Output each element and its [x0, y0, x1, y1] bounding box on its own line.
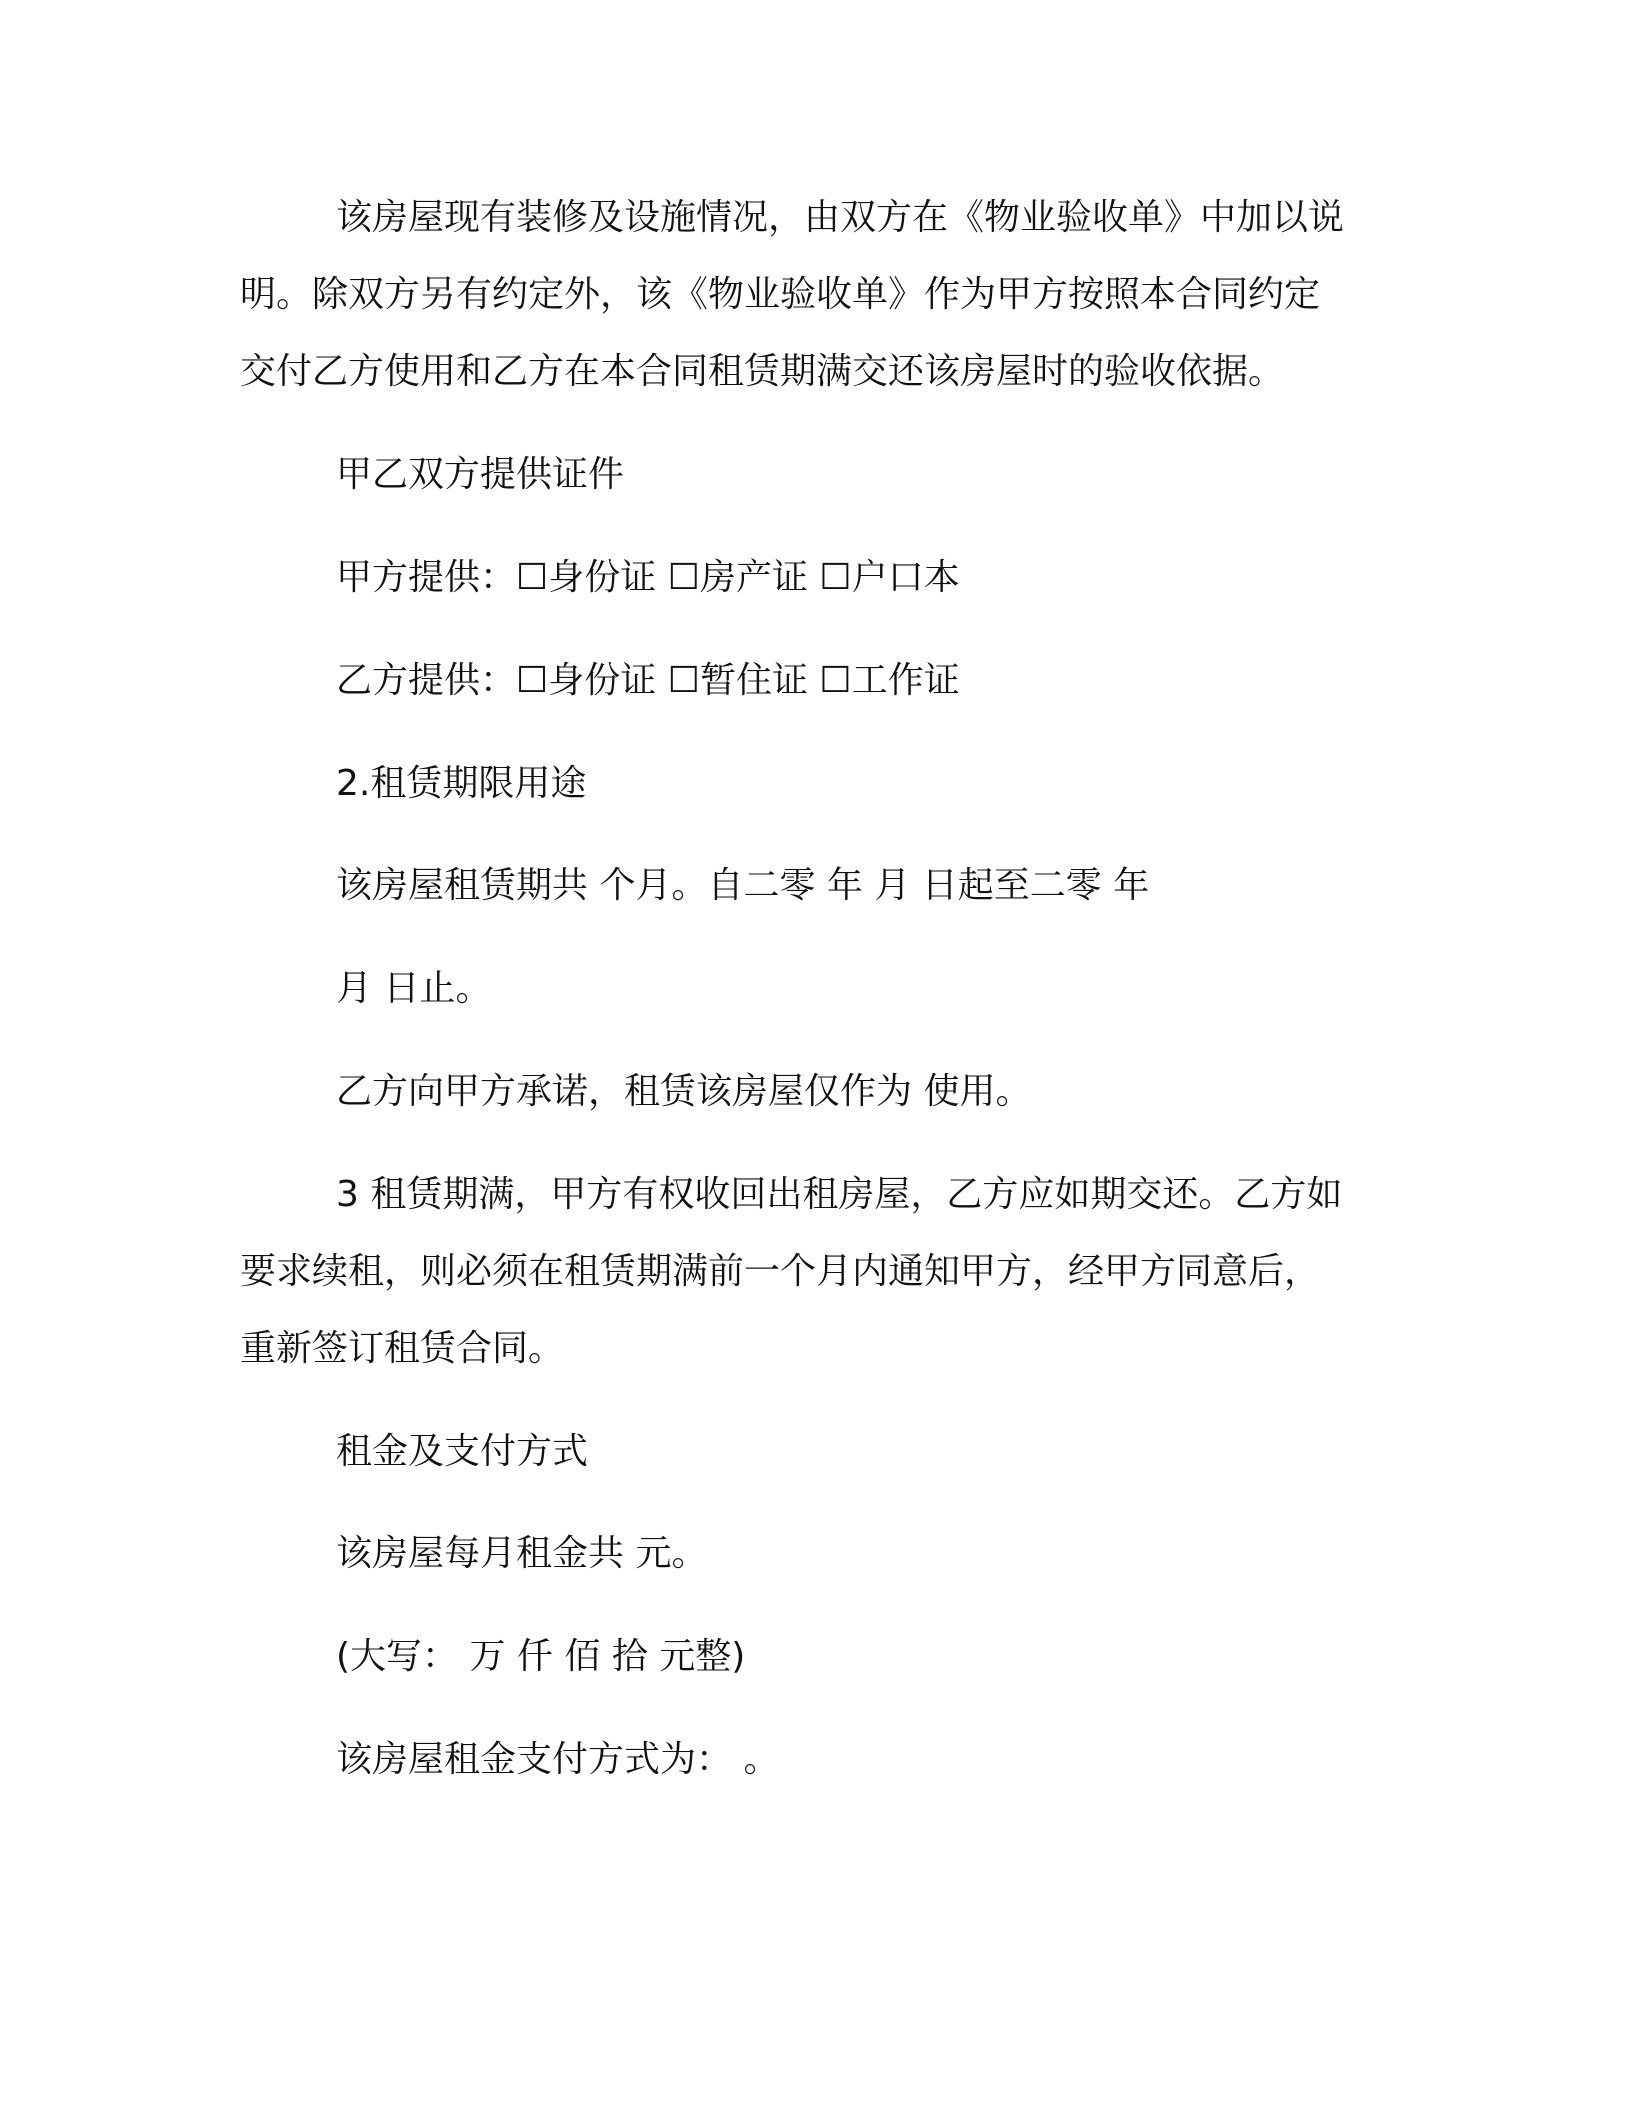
monthly-rent: 该房屋每月租金共 元。 [336, 1533, 708, 1574]
heading-rent-payment: 租金及支付方式 [336, 1431, 589, 1472]
party-b-documents: 乙方提供：☐身份证 ☐暂住证 ☐工作证 [336, 660, 960, 701]
paragraph-facilities-line-1: 该房屋现有装修及设施情况，由双方在《物业验收单》中加以说 [336, 197, 1345, 238]
usage-commitment: 乙方向甲方承诺，租赁该房屋仅作为 使用。 [336, 1071, 1032, 1112]
paragraph-renewal-line-3: 重新签订租赁合同。 [240, 1328, 565, 1369]
payment-method: 该房屋租金支付方式为： 。 [336, 1739, 780, 1780]
lease-term-line-1: 该房屋租赁期共 个月。自二零 年 月 日起至二零 年 [336, 865, 1150, 906]
paragraph-facilities-line-3: 交付乙方使用和乙方在本合同租赁期满交还该房屋时的验收依据。 [240, 351, 1285, 392]
lease-term-line-2: 月 日止。 [336, 968, 492, 1009]
paragraph-renewal-line-2: 要求续租，则必须在租赁期满前一个月内通知甲方，经甲方同意后， [240, 1251, 1321, 1292]
party-a-documents: 甲方提供：☐身份证 ☐房产证 ☐户口本 [336, 557, 960, 598]
heading-documents: 甲乙双方提供证件 [336, 454, 625, 495]
paragraph-facilities-line-2: 明。除双方另有约定外，该《物业验收单》作为甲方按照本合同约定 [240, 274, 1321, 315]
heading-lease-term: 2.租赁期限用途 [336, 763, 587, 804]
paragraph-renewal-line-1: 3 租赁期满，甲方有权收回出租房屋，乙方应如期交还。乙方如 [336, 1174, 1343, 1215]
rent-in-words: (大写： 万 仟 佰 拾 元整) [336, 1636, 746, 1677]
